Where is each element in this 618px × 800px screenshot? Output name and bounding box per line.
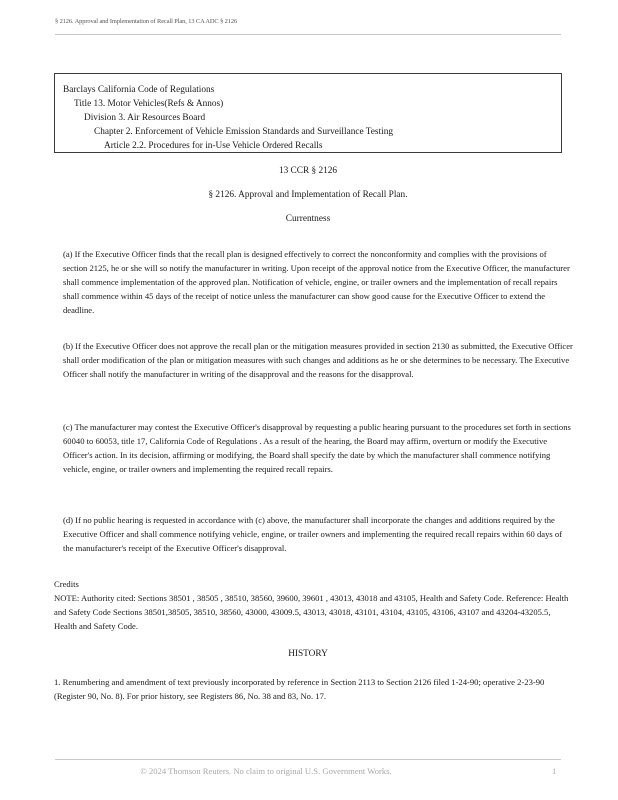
citation: 13 CCR § 2126 <box>278 166 338 176</box>
running-head: § 2126. Approval and Implementation of Recall Plan, 13 CA ADC § 2126 <box>55 18 238 25</box>
paragraph-c: (c) The manufacturer may contest the Executive Officer's disapproval by requesting a public hearing pursuant to the procedures set forth in sections 60040 to 60053, title 17, California Code of Regulations . As a result of the hearing, the Board may affirm, overturn or modify the Executive Officer's action. In its decision, affirming or modifying, the Board shall specify the date by which the manufacturer shall commence notifying vehicle, engine, or trailer owners and implementing the required recall repairs. <box>63 422 571 475</box>
section-title: § 2126. Approval and Implementation of Recall Plan. <box>208 190 408 200</box>
chapter-line: Chapter 2. Enforcement of Vehicle Emission Standards and Surveillance Testing <box>94 127 394 137</box>
citation-hierarchy-box <box>54 73 562 153</box>
title-line: Title 13. Motor Vehicles(Refs & Annos) <box>74 99 224 109</box>
currentness-label: Currentness <box>285 214 331 224</box>
history-entry: 1. Renumbering and amendment of text previously incorporated by reference in Section 2113 to Section 2126 filed 1-24-90; operative 2-23-90 (Register 90, No. 8). For prior history, see Registers 86, No. 38 and 83, No. 17. <box>54 677 545 702</box>
article-line: Article 2.2. Procedures for in-Use Vehicle Ordered Recalls <box>104 141 323 151</box>
division-line: Division 3. Air Resources Board <box>84 113 206 123</box>
credits-heading: Credits <box>54 579 79 589</box>
header-divider <box>55 34 561 35</box>
credits-note: NOTE: Authority cited: Sections 38501 , 38505 , 38510, 38560, 39600, 39601 , 43013, 43018 and 43105, Health and Safety Code. Reference: Health and Safety Code Sections 38501,38505, 38510, 38560, 43000, 43009.5, 43013, 43018, 43101, 43104, 43105, 43106, 43107 and 43204-43205.5, Health and Safety Code. <box>54 593 569 632</box>
paragraph-b: (b) If the Executive Officer does not approve the recall plan or the mitigation measures provided in section 2130 as submitted, the Executive Officer shall order modification of the plan or mitigation measures with such changes and additions as he or she determines to be necessary. The Executive Officer shall notify the manufacturer in writing of the disapproval and the reasons for the disapproval. <box>63 341 573 380</box>
footer-divider <box>55 759 561 760</box>
paragraph-d: (d) If no public hearing is requested in accordance with (c) above, the manufacturer shall incorporate the changes and additions required by the Executive Officer and shall commence notifying vehicle, engine, or trailer owners and implementing the required recall repairs within 60 days of the manufacturer's receipt of the Executive Officer's disapproval. <box>63 515 563 554</box>
footer-copyright: © 2024 Thomson Reuters. No claim to original U.S. Government Works. <box>140 766 392 776</box>
page-number: 1 <box>552 766 557 776</box>
code-name: Barclays California Code of Regulations <box>63 85 215 95</box>
history-heading: HISTORY <box>288 649 328 659</box>
paragraph-a: (a) If the Executive Officer finds that the recall plan is designed effectively to correct the nonconformity and complies with the provisions of section 2125, he or she will so notify the manufacturer in writing. Upon receipt of the approval notice from the Executive Officer, the manufacturer shall commence implementation of the approved plan. Notification of vehicle, engine, or trailer owners and the implementation of recall repairs shall commence within 45 days of the receipt of notice unless the manufacturer can show good cause for the Executive Officer to extend the deadline. <box>63 249 570 316</box>
